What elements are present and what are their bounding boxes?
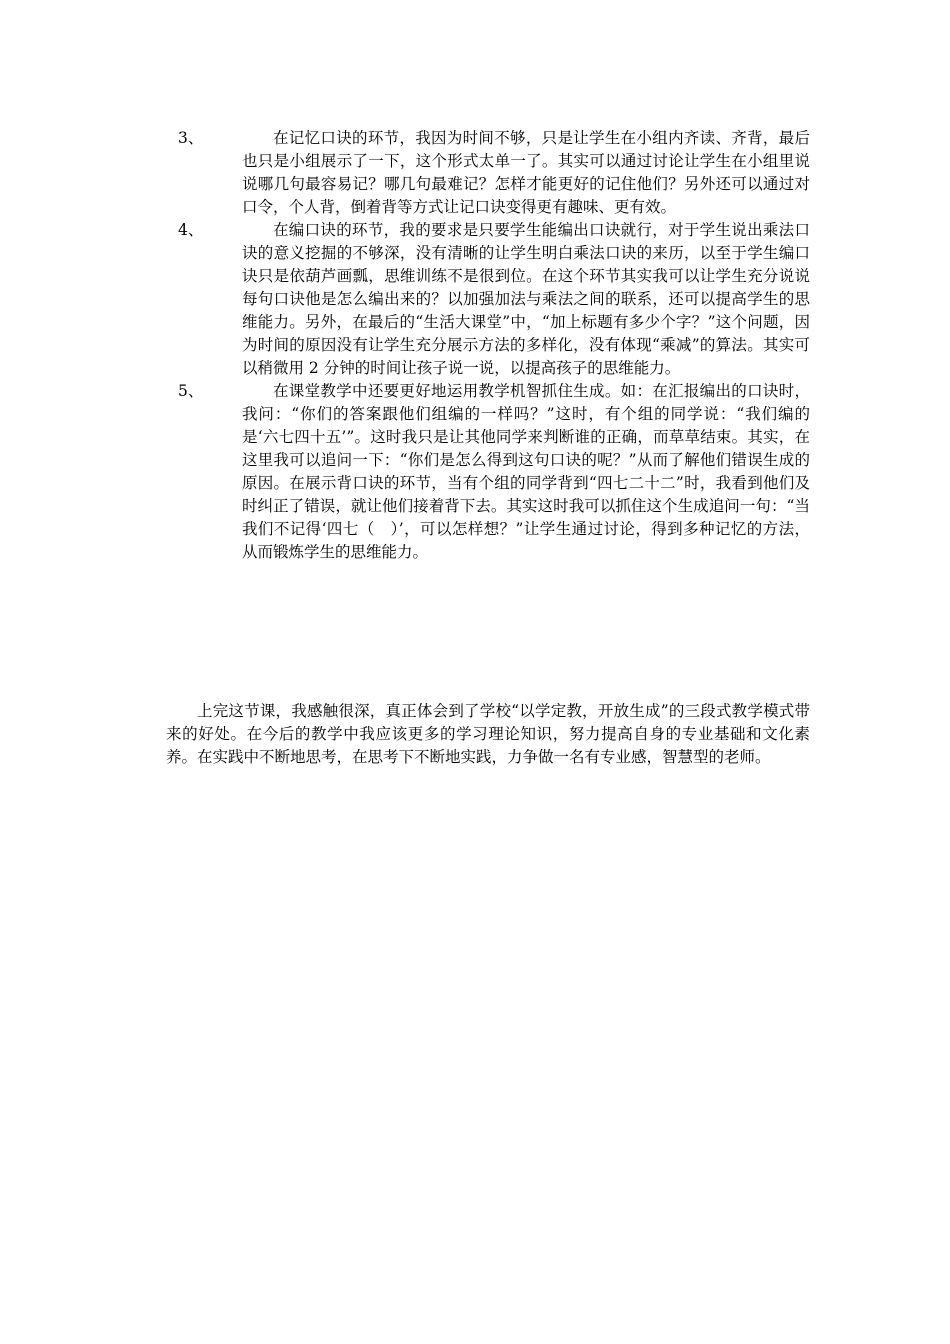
closing-paragraph: 上完这节课，我感触很深，真正体会到了学校“以学定教，开放生成”的三段式教学模式带来的好处。在今后的教学中我应该更多的学习理论知识，努力提高自身的专业基础和文化素养。在实践中不断地思考，在思考下不断地实践，力争做一名有专业感，智慧型的老师。 — [166, 702, 810, 766]
list-item-number: 3、 — [178, 129, 204, 147]
list-item-text: 在课堂教学中还要更好地运用教学机智抓住生成。如：在汇报编出的口诀时，我问：“你们的答案跟他们组编的一样吗？”这时，有个组的同学说：“我们编的是‘六七四十五’”。这时我只是让其他同学来判断谁的正确，而草草结束。其实，在这里我可以追问一下：“你们是怎么得到这句口诀的呢？”从而了解他们错误生成的原因。在展示背口诀的环节，当有个组的同学背到“四七二十二”时，我看到他们及时纠正了错误，就让他们接着背下去。其实这时我可以抓住这个生成追问一句：“当我们不记得‘四七（ ）’，可以怎样想？”让学生通过讨论，得到多种记忆的方法，从而锻炼学生的思维能力。 — [242, 382, 810, 561]
list-item-text: 在记忆口诀的环节，我因为时间不够，只是让学生在小组内齐读、齐背，最后也只是小组展示了一下，这个形式太单一了。其实可以通过讨论让学生在小组里说说哪几句最容易记？哪几句最难记？怎样才能更好的记住他们？另外还可以通过对口令，个人背，倒着背等方式让记口诀变得更有趣味、更有效。 — [242, 129, 810, 216]
list-item — [178, 127, 810, 219]
list-item-number: 4、 — [178, 221, 204, 239]
list-item — [178, 219, 810, 380]
list-item-number: 5、 — [178, 382, 204, 400]
reflection-list — [178, 127, 810, 564]
list-item-text: 在编口诀的环节，我的要求是只要学生能编出口诀就行，对于学生说出乘法口诀的意义挖掘的不够深，没有清晰的让学生明白乘法口诀的来历，以至于学生编口诀只是依葫芦画瓢，思维训练不是很到位。在这个环节其实我可以让学生充分说说每句口诀他是怎么编出来的？以加强加法与乘法之间的联系，还可以提高学生的思维能力。另外，在最后的“生活大课堂”中，“加上标题有多少个字？”这个问题，因为时间的原因没有让学生充分展示方法的多样化，没有体现“乘减”的算法。其实可以稍微用 2 分钟的时间让孩子说一说，以提高孩子的思维能力。 — [242, 221, 810, 377]
list-item — [178, 380, 810, 564]
